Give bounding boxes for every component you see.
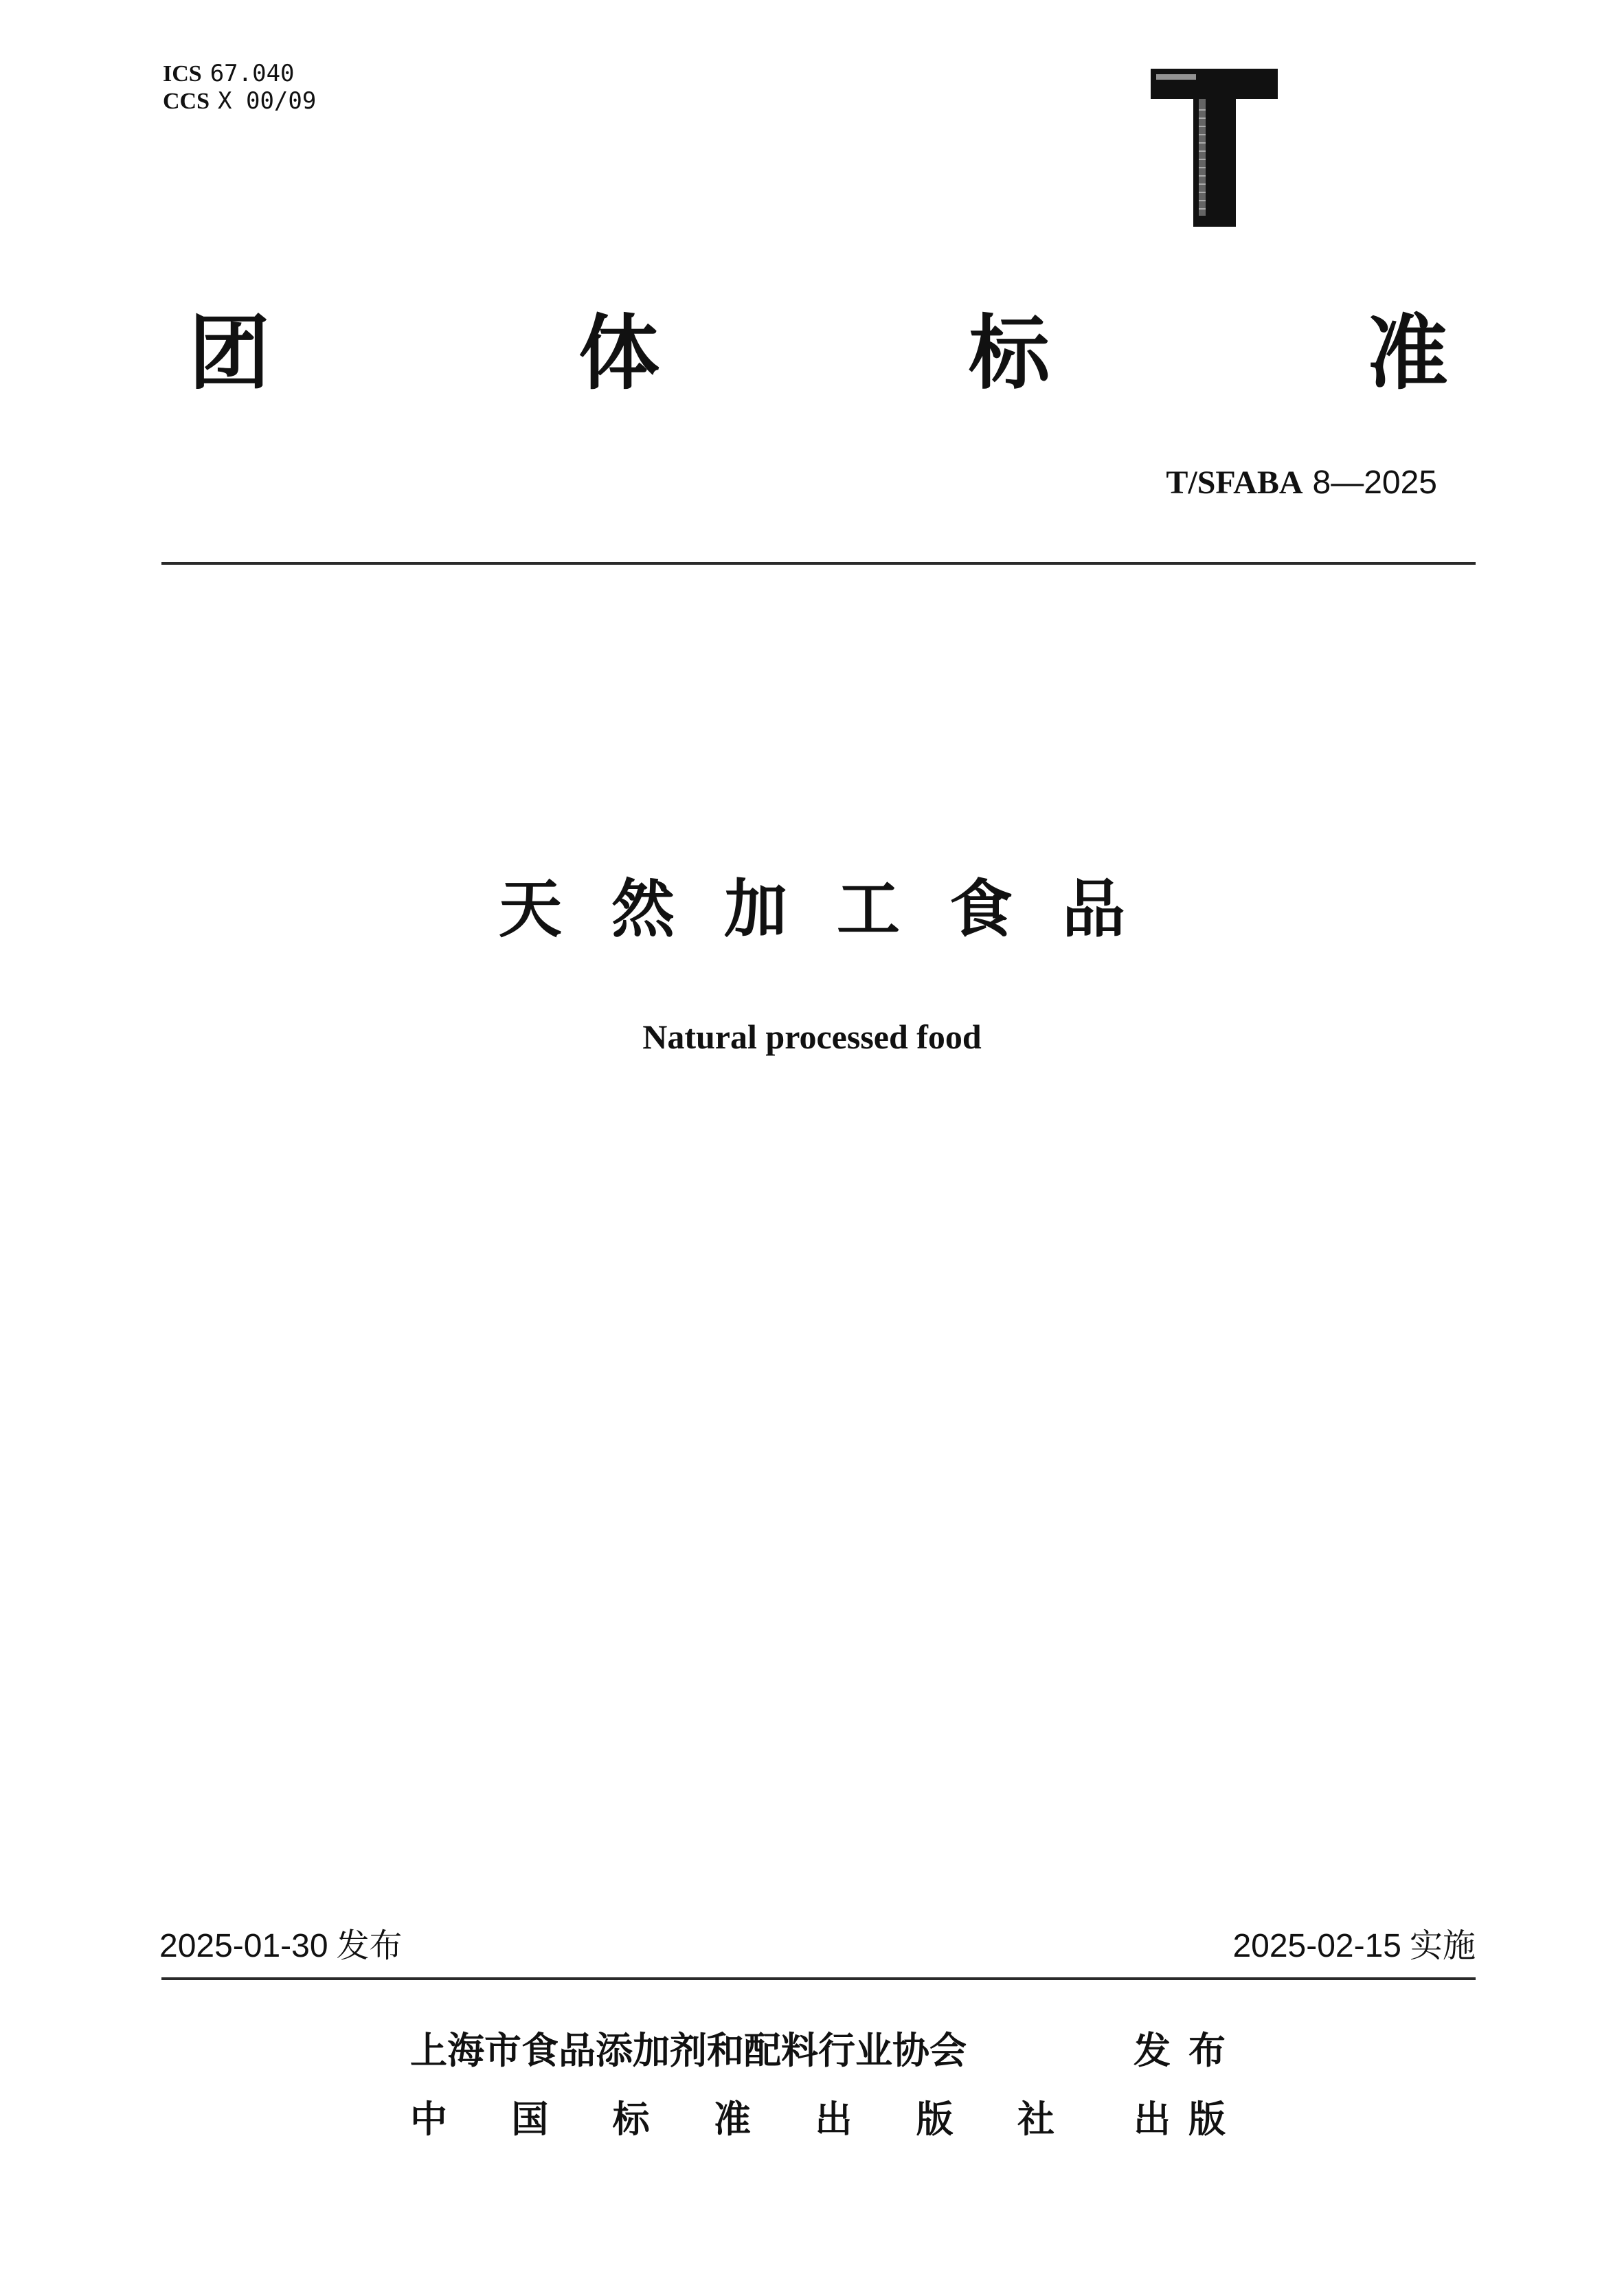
ccs-label: CCS xyxy=(163,89,210,114)
press-name-char: 准 xyxy=(713,2098,751,2141)
implementation-date-value: 2025-02-15 xyxy=(1232,1928,1401,1964)
implementation-date-word: 实施 xyxy=(1409,1926,1476,1965)
publisher-name: 上海市食品添加剂和配料行业协会 xyxy=(410,2029,967,2072)
heading-char-4: 准 xyxy=(1367,306,1449,401)
t-standard-logo-icon xyxy=(1151,69,1278,227)
press-name xyxy=(410,2098,1055,2141)
issue-date-value: 2025-01-30 xyxy=(159,1928,328,1964)
press-name-char: 国 xyxy=(511,2098,549,2141)
ics-classification xyxy=(163,62,295,86)
implementation-date xyxy=(1232,1926,1476,1965)
ics-label: ICS xyxy=(163,61,202,87)
heading-char-1: 团 xyxy=(189,306,271,401)
press-name-char: 出 xyxy=(815,2098,853,2141)
press-name-char: 社 xyxy=(1017,2098,1055,2141)
press-name-char: 标 xyxy=(612,2098,650,2141)
issue-date xyxy=(159,1926,403,1965)
title-chinese: 天然加工食品 xyxy=(498,873,1175,946)
ccs-code: X 00/09 xyxy=(218,87,317,115)
standard-number-value: 8—2025 xyxy=(1312,464,1437,501)
ccs-classification xyxy=(163,89,316,113)
press-name-char: 中 xyxy=(410,2098,447,2141)
top-divider xyxy=(161,562,1476,565)
issue-date-word: 发布 xyxy=(336,1926,403,1965)
heading-char-3: 标 xyxy=(969,306,1050,401)
title-english: Natural processed food xyxy=(642,1018,982,1056)
press-name-char: 版 xyxy=(916,2098,954,2141)
ics-code: 67.040 xyxy=(210,60,295,87)
heading-char-2: 体 xyxy=(578,306,660,401)
publisher-role: 发布 xyxy=(1134,2029,1243,2072)
bottom-divider xyxy=(161,1977,1476,1980)
press-role: 出版 xyxy=(1134,2098,1243,2141)
standard-prefix: T/SFABA xyxy=(1166,464,1303,501)
standard-number xyxy=(1166,466,1437,499)
